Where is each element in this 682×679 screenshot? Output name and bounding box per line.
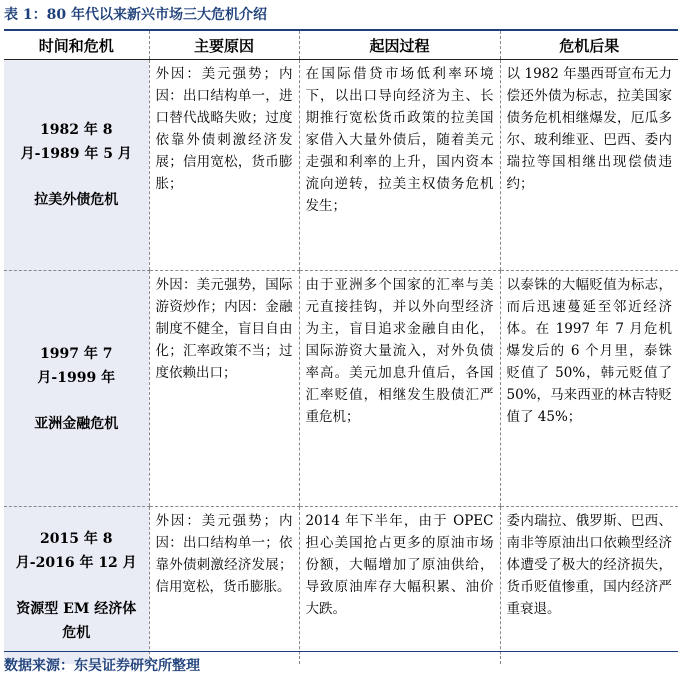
time-crisis-cell bbox=[4, 60, 149, 271]
table-row bbox=[4, 60, 678, 271]
process-cell: 由于亚洲多个国家的汇率与美元直接挂钩，并以外向型经济为主，盲目追求金融自由化，国际游资大量流入，对外负债率高。美元加息升值后，各国汇率贬值，相继发生股债汇严重危机； bbox=[299, 271, 500, 507]
header-consequences: 危机后果 bbox=[500, 31, 678, 60]
time-crisis-cell bbox=[4, 271, 149, 507]
header-main-causes: 主要原因 bbox=[149, 31, 299, 60]
process-cell: 2014 年下半年，由于 OPEC 担心美国抢占更多的原油市场份额，大幅增加了原油供给，导致原油库存大幅积累、油价大跌。 bbox=[299, 507, 500, 665]
consequence-cell: 委内瑞拉、俄罗斯、巴西、南非等原油出口依赖型经济体遭受了极大的经济损失，货币贬值惨重，国内经济严重衰退。 bbox=[500, 507, 678, 665]
bottom-rule bbox=[4, 651, 678, 652]
crisis-name: 亚洲金融危机 bbox=[34, 415, 119, 432]
table-caption: 表 1：80 年代以来新兴市场三大危机介绍 bbox=[4, 7, 267, 23]
consequence-cell: 以 1982 年墨西哥宣布无力偿还外债为标志，拉美国家债务危机相继爆发，厄瓜多尔、玻利维亚、巴西、委内瑞拉等国相继出现偿债违约； bbox=[500, 60, 678, 271]
table-header-row bbox=[4, 31, 678, 60]
table-row bbox=[4, 507, 678, 665]
crisis-period: 1982 年 8 月-1989 年 5 月 bbox=[20, 122, 132, 162]
consequence-cell: 以泰铢的大幅贬值为标志，而后迅速蔓延至邻近经济体。在 1997 年 7 月危机爆发后的 6 个月里，泰铢贬值了 50%，韩元贬值了 50%，马来西亚的林吉特贬值了 45%； bbox=[500, 271, 678, 507]
data-source-note: 数据来源：东吴证券研究所整理 bbox=[4, 658, 200, 674]
crisis-period: 1997 年 7 月-1999 年 bbox=[37, 345, 116, 386]
crisis-period: 2015 年 8 月-2016 年 12 月 bbox=[15, 530, 137, 571]
causes-cell: 外因：美元强势，国际游资炒作；内因：金融制度不健全，盲目自由化；汇率政策不当；过度依赖出口； bbox=[149, 271, 299, 507]
crisis-table bbox=[4, 31, 678, 664]
header-time-crisis: 时间和危机 bbox=[4, 31, 149, 60]
causes-cell: 外因：美元强势；内因：出口结构单一，进口替代战略失败；过度依靠外债刺激经济发展；信用宽松，货币膨胀； bbox=[149, 60, 299, 271]
table-row bbox=[4, 271, 678, 507]
time-crisis-cell bbox=[4, 507, 149, 665]
causes-cell: 外因：美元强势；内因：出口结构单一；依靠外债刺激经济发展；信用宽松，货币膨胀。 bbox=[149, 507, 299, 665]
process-cell: 在国际借贷市场低利率环境下，以出口导向经济为主、长期推行宽松货币政策的拉美国家借入大量外债后，随着美元走强和利率的上升，国内资本流向逆转，拉美主权债务危机发生； bbox=[299, 60, 500, 271]
header-process: 起因过程 bbox=[299, 31, 500, 60]
crisis-name: 资源型 EM 经济体危机 bbox=[16, 600, 137, 641]
crisis-name: 拉美外债危机 bbox=[34, 192, 119, 208]
